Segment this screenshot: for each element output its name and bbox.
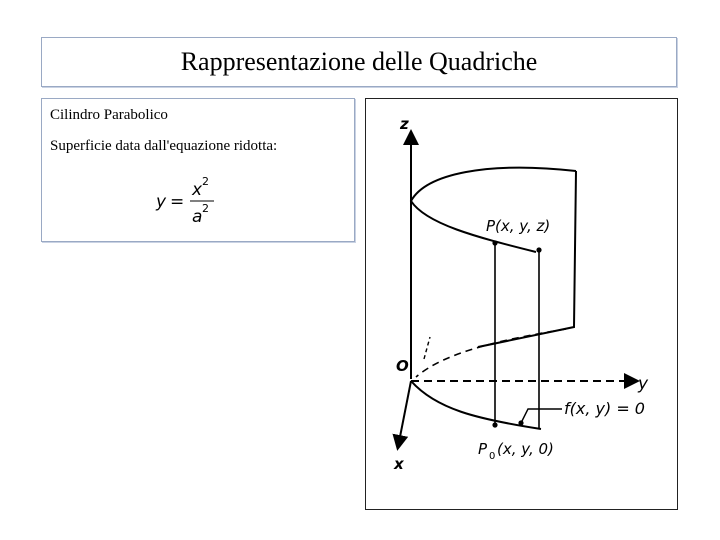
point-p-label: P(x, y, z) xyxy=(486,217,551,235)
back-parabola-dashed xyxy=(416,329,566,377)
formula-numerator: x xyxy=(192,180,203,200)
slide-title: Rappresentazione delle Quadriche xyxy=(180,47,538,76)
upper-parabola xyxy=(411,168,576,252)
y-axis-label: y xyxy=(638,374,649,394)
point-p0-label-base: P xyxy=(478,440,488,458)
formula-denominator-exp: 2 xyxy=(202,202,209,215)
point-p0-label-rest: (x, y, 0) xyxy=(497,440,554,458)
point-p-dot xyxy=(492,240,497,245)
x-axis-label: x xyxy=(394,455,404,473)
figure-box xyxy=(365,98,678,510)
point-upper-dot xyxy=(536,247,541,252)
curve-label: f(x, y) = 0 xyxy=(564,399,645,418)
x-axis xyxy=(398,381,411,447)
text-box xyxy=(41,98,355,242)
curve-label-leader xyxy=(521,409,562,423)
origin-label: O xyxy=(396,357,409,375)
origin-dashed-tick xyxy=(424,337,430,359)
formula-numerator-exp: 2 xyxy=(202,175,209,188)
z-axis-label: z xyxy=(400,115,409,133)
formula-lhs: y xyxy=(156,192,167,212)
parabolic-cylinder-diagram xyxy=(366,99,677,509)
description-text: Superficie data dall'equazione ridotta: xyxy=(50,138,278,154)
surface-right-edge xyxy=(478,171,576,347)
title-box xyxy=(41,37,677,87)
equation-formula xyxy=(152,169,222,229)
formula-denominator: a xyxy=(192,207,203,227)
section-heading: Cilindro Parabolico xyxy=(50,107,168,123)
point-p0-dot xyxy=(492,422,497,427)
formula-equals: = xyxy=(170,192,185,212)
point-p0-label-sub: 0 xyxy=(489,451,496,462)
